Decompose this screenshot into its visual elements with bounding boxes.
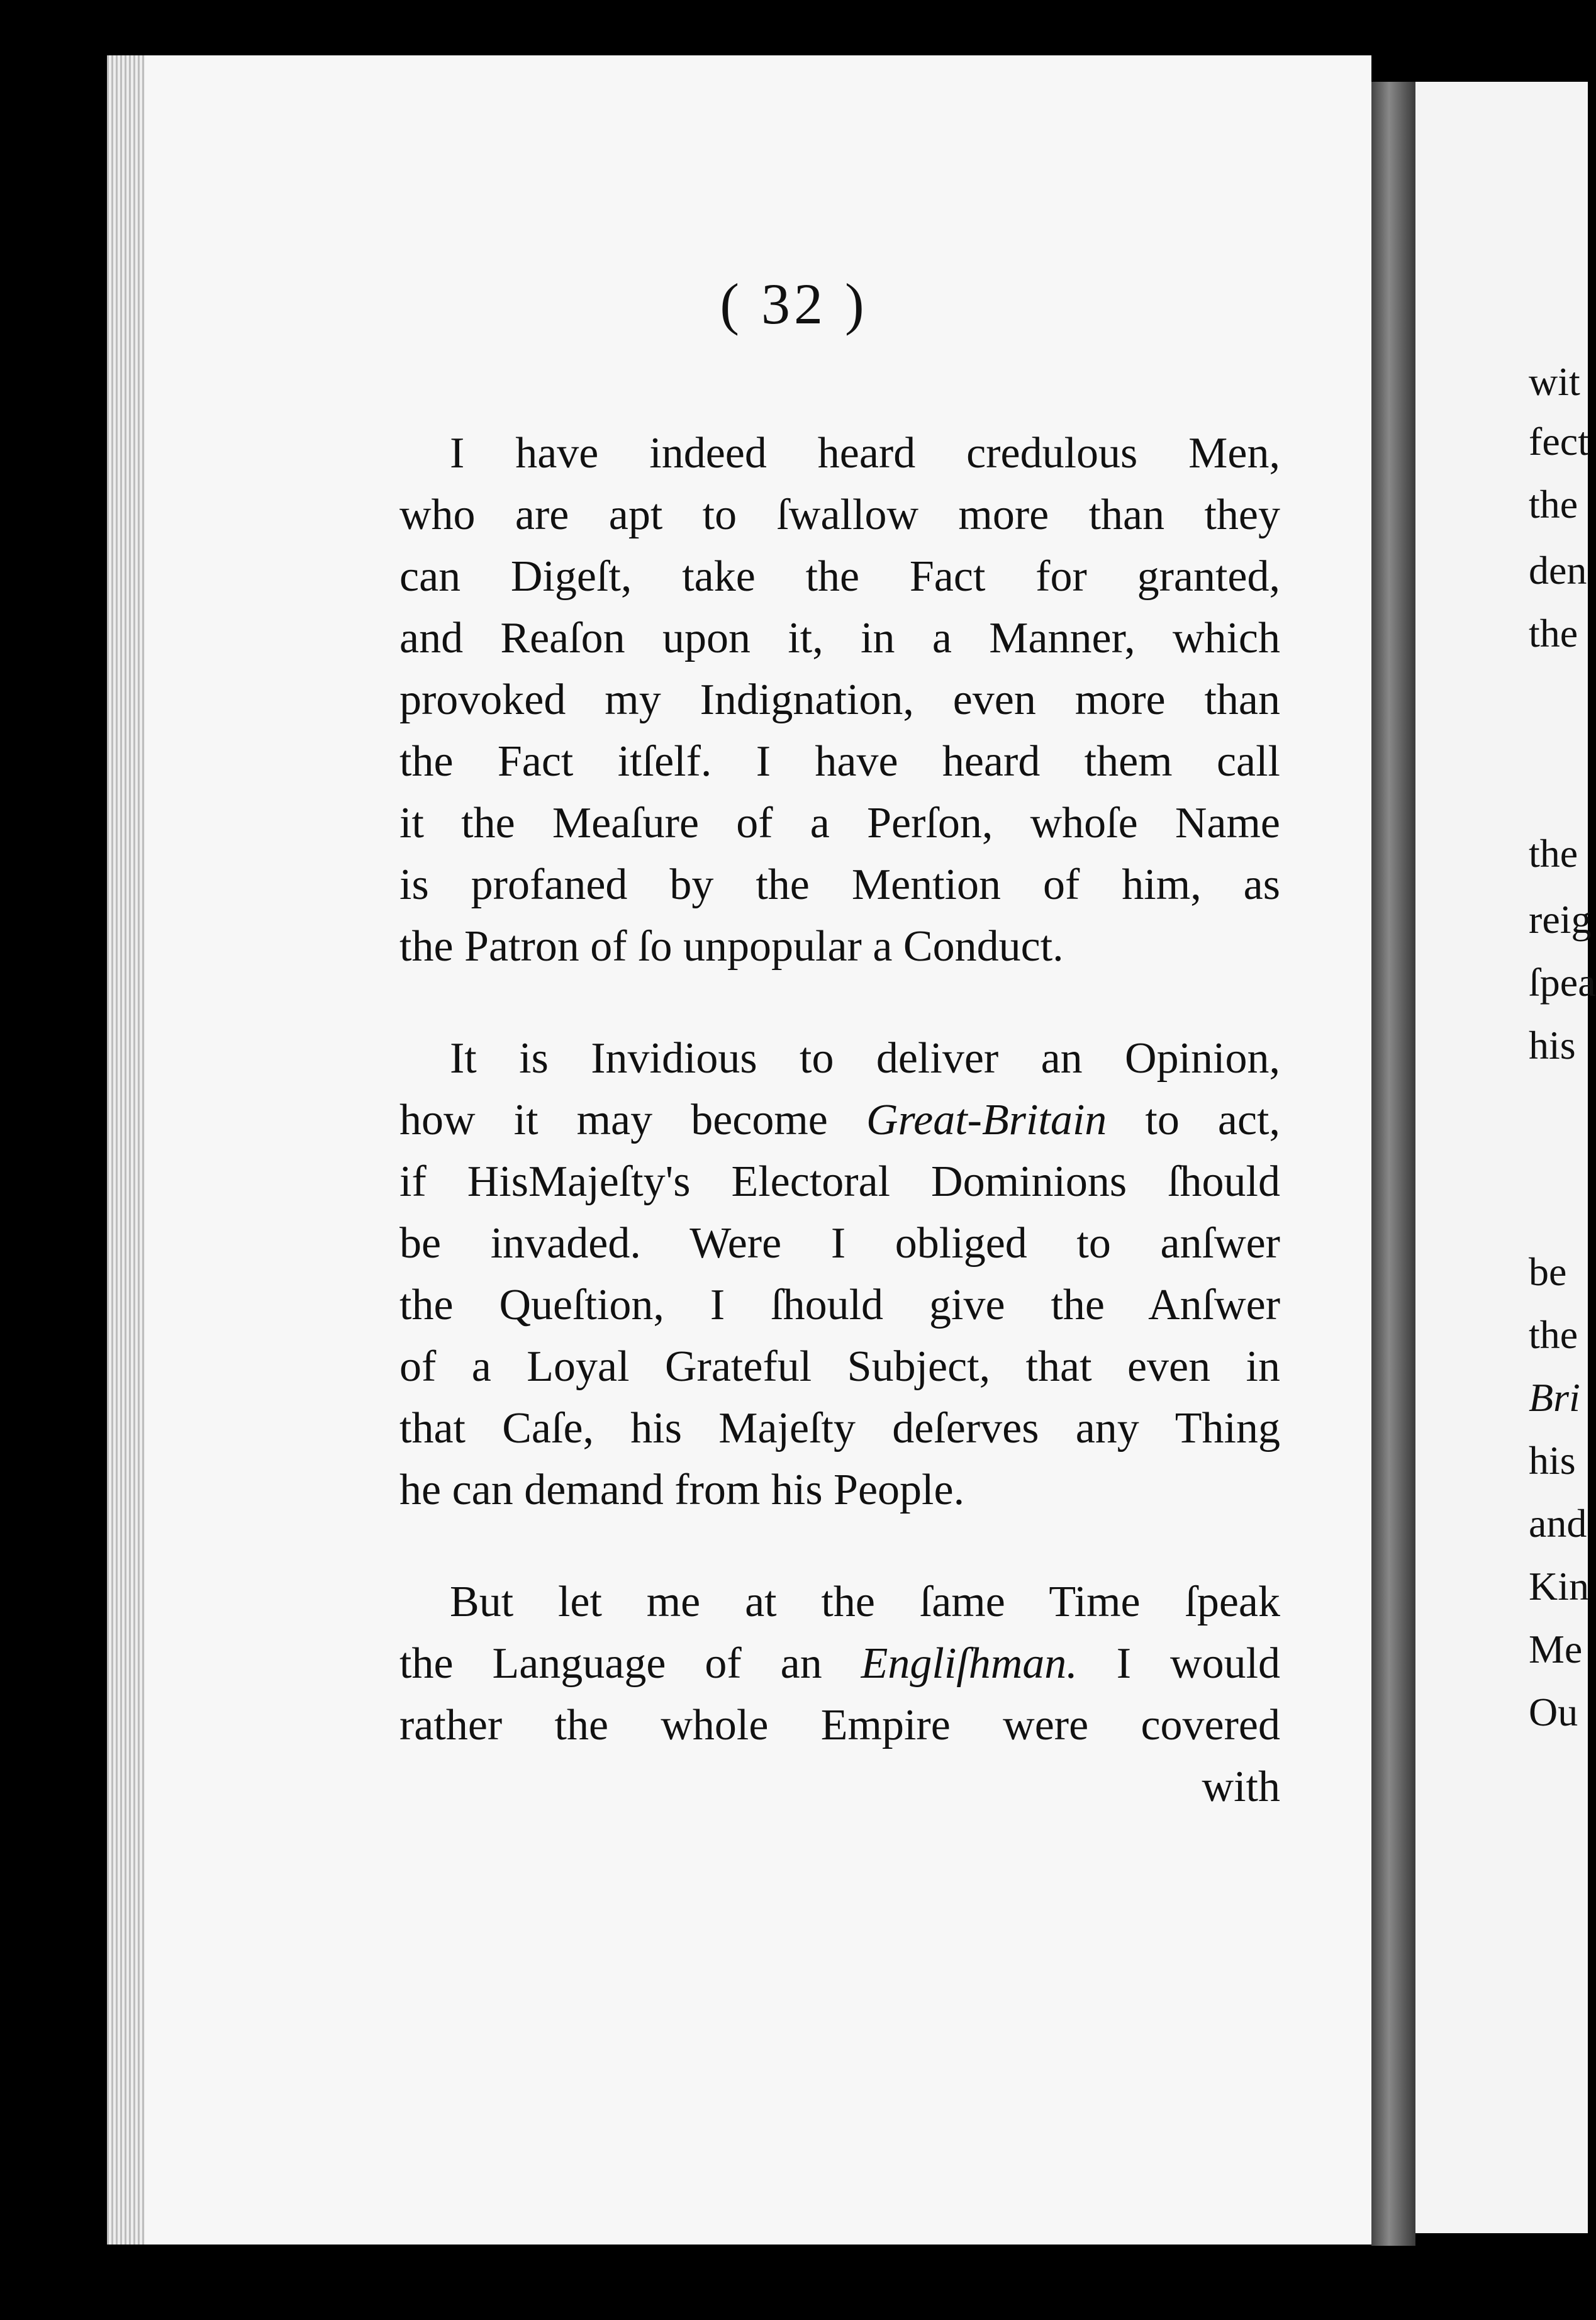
body-text	[349, 423, 1280, 1868]
italic-place-name: Great-Britain	[866, 1096, 1107, 1144]
right-page-fragment: the	[1529, 831, 1578, 876]
right-page-fragment: his	[1529, 1438, 1576, 1483]
text-line: that Caſe, his Majeſty deſerves any Thing	[399, 1404, 1280, 1453]
text-line-mixed	[349, 1090, 1280, 1151]
book-gutter	[1371, 82, 1415, 2246]
paragraph-1	[349, 423, 1280, 978]
text-segment: the Language of an	[399, 1639, 822, 1688]
text-line: it the Meaſure of a Perſon, whoſe Name	[399, 799, 1280, 847]
text-line: the Patron of ſo unpopular a Conduct.	[399, 922, 1064, 971]
right-page-fragment: fect	[1529, 419, 1589, 464]
catchword: with	[1202, 1763, 1280, 1811]
paragraph-3	[349, 1571, 1280, 1818]
text-line-mixed	[349, 1633, 1280, 1695]
right-page-fragment: Ou	[1529, 1690, 1578, 1734]
text-line: provoked my Indignation, even more than	[399, 676, 1280, 724]
text-line: if HisMajeſty's Electoral Dominions ſhould	[399, 1157, 1280, 1206]
right-page-fragment: den	[1529, 548, 1587, 593]
text-segment: I would	[1116, 1639, 1281, 1688]
text-line: can Digeſt, take the Fact for granted,	[399, 552, 1280, 601]
right-page-fragment: Bri	[1529, 1375, 1580, 1420]
paragraph-2	[349, 1028, 1280, 1521]
text-line: the Fact itſelf. I have heard them call	[399, 737, 1280, 786]
text-line: rather the whole Empire were covered	[399, 1701, 1280, 1749]
text-line: It is Invidious to deliver an Opinion,	[450, 1034, 1280, 1083]
text-line: and Reaſon upon it, in a Manner, which	[399, 614, 1280, 662]
right-page-fragment: ſpea	[1529, 960, 1596, 1005]
text-line: I have indeed heard credulous Men,	[450, 429, 1280, 477]
right-page-fragment: be	[1529, 1249, 1567, 1294]
right-page-fragment: reig	[1529, 897, 1592, 942]
text-segment: to act,	[1145, 1096, 1281, 1144]
text-line: of a Loyal Grateful Subject, that even in	[399, 1342, 1280, 1391]
text-segment: how it may become	[399, 1096, 828, 1144]
page-number: ( 32 )	[720, 272, 868, 336]
text-line: But let me at the ſame Time ſpeak	[450, 1578, 1280, 1626]
right-page-fragment: Me	[1529, 1627, 1583, 1671]
right-page-fragment: the	[1529, 1312, 1578, 1357]
italic-word: Engliſhman.	[861, 1639, 1078, 1688]
text-line: the Queſtion, I ſhould give the Anſwer	[399, 1281, 1280, 1329]
text-line: who are apt to ſwallow more than they	[399, 491, 1280, 539]
right-page-fragment: the	[1529, 611, 1578, 655]
right-page-fragment: and	[1529, 1501, 1587, 1546]
text-line: is profaned by the Mention of him, as	[399, 861, 1280, 909]
right-page-fragment: wit	[1529, 359, 1580, 404]
text-line: be invaded. Were I obliged to anſwer	[399, 1219, 1280, 1268]
text-line: he can demand from his People.	[399, 1466, 965, 1514]
right-page-fragment: Kin	[1529, 1564, 1589, 1609]
right-page-fragment: his	[1529, 1023, 1576, 1068]
right-page-fragment: the	[1529, 482, 1578, 527]
